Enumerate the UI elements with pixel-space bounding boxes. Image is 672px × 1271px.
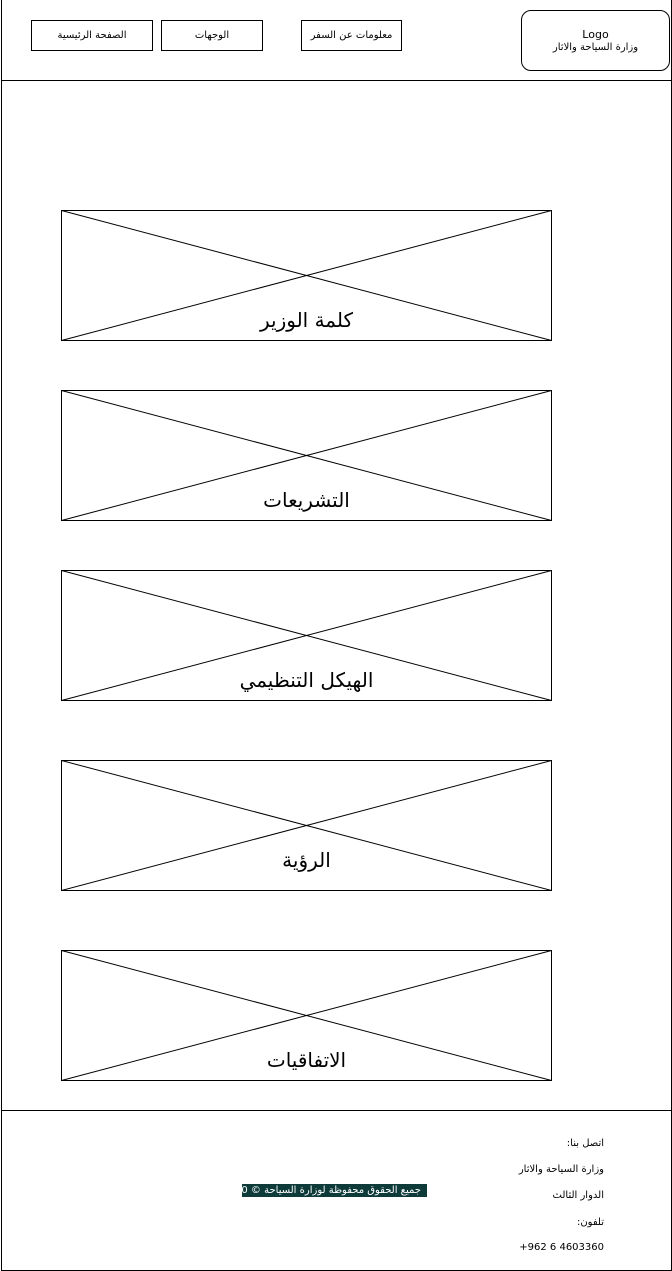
card-agreements[interactable] xyxy=(61,950,552,1081)
contact-phone-number[interactable]: +962 6 4603360 xyxy=(519,1242,604,1253)
nav-travel-info-button[interactable] xyxy=(301,20,402,51)
contact-ministry: وزارة السياحة والاثار xyxy=(518,1164,604,1175)
copyright-notice: جميع الحقوق محفوظة لوزارة السياحة © 2020 xyxy=(242,1184,427,1197)
card-label: كلمة الوزير xyxy=(259,308,354,332)
nav-travel-info-label: معلومات عن السفر xyxy=(310,30,393,41)
card-vision[interactable] xyxy=(61,760,552,891)
contact-heading: اتصل بنا: xyxy=(566,1138,604,1149)
card-minister-word[interactable] xyxy=(61,210,552,341)
card-label: الاتفاقيات xyxy=(266,1048,347,1072)
card-label: الهيكل التنظيمي xyxy=(239,668,374,692)
logo[interactable] xyxy=(521,10,670,71)
contact-address: الدوار الثالث xyxy=(552,1190,604,1201)
logo-ministry-name: وزارة السياحة والاثار xyxy=(552,41,639,53)
nav-destinations-button[interactable] xyxy=(161,20,263,51)
nav-home-button[interactable] xyxy=(31,20,153,51)
nav-home-label: الصفحة الرئيسية xyxy=(57,30,127,41)
card-legislation[interactable] xyxy=(61,390,552,521)
card-label: الرؤية xyxy=(282,848,331,872)
nav-destinations-label: الوجهات xyxy=(194,30,230,41)
card-label: التشريعات xyxy=(263,488,350,512)
logo-text: Logo xyxy=(582,27,609,41)
card-org-structure[interactable] xyxy=(61,570,552,701)
contact-phone-label: تلفون: xyxy=(576,1217,604,1228)
